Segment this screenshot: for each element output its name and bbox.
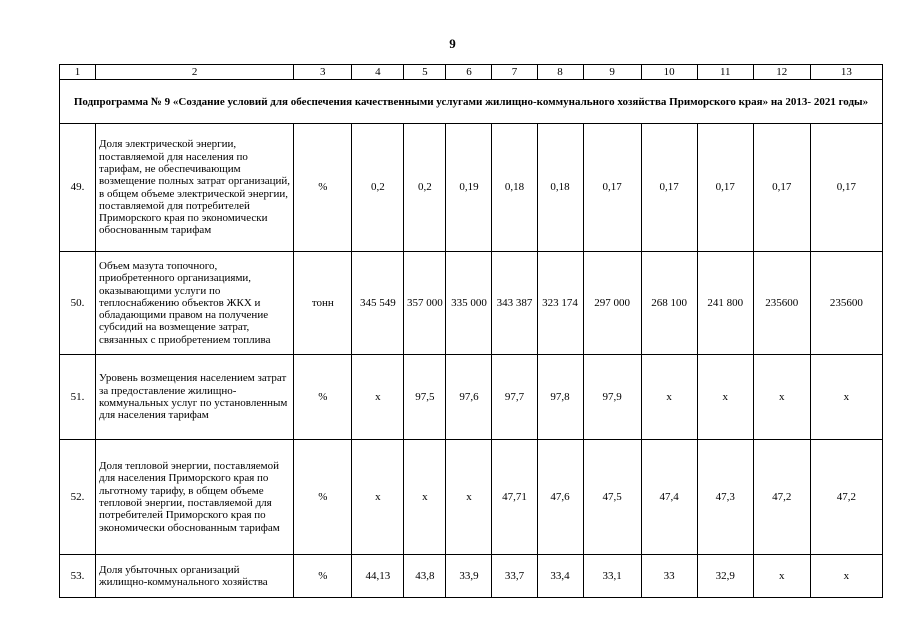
value-cell: 33	[641, 555, 697, 598]
value-cell: 97,5	[404, 355, 446, 440]
value-cell: 44,13	[352, 555, 404, 598]
value-cell: 297 000	[583, 252, 641, 355]
column-number-cell: 9	[583, 65, 641, 80]
value-cell: 335 000	[446, 252, 492, 355]
column-number-cell: 11	[697, 65, 753, 80]
table-row	[60, 555, 883, 598]
table-body	[60, 65, 883, 598]
row-number-cell: 52.	[60, 440, 96, 555]
indicator-name-cell: Доля электрической энергии, поставляемой для населения по тарифам, не обеспечивающим возмещение полных затрат организаций, в общем объеме электрической энергии, поставляемой для потребителей Приморского края по экономически обоснованным тарифам	[96, 124, 294, 252]
value-cell: х	[810, 555, 882, 598]
subprogram-row	[60, 80, 883, 124]
value-cell: х	[753, 355, 810, 440]
unit-cell: %	[294, 440, 352, 555]
value-cell: 345 549	[352, 252, 404, 355]
value-cell: 47,2	[810, 440, 882, 555]
subprogram-title: Подпрограмма № 9 «Создание условий для обеспечения качественными услугами жилищно-коммунального хозяйства Приморского края» на 2013- 2021 годы»	[60, 80, 883, 124]
value-cell: х	[697, 355, 753, 440]
value-cell: 0,18	[492, 124, 537, 252]
value-cell: 235600	[810, 252, 882, 355]
value-cell: х	[810, 355, 882, 440]
value-cell: 47,6	[537, 440, 583, 555]
value-cell: 0,2	[352, 124, 404, 252]
page-number: 9	[449, 36, 456, 51]
value-cell: 343 387	[492, 252, 537, 355]
value-cell: 33,1	[583, 555, 641, 598]
unit-cell: %	[294, 555, 352, 598]
value-cell: 0,17	[753, 124, 810, 252]
value-cell: 268 100	[641, 252, 697, 355]
value-cell: 33,7	[492, 555, 537, 598]
table-row	[60, 252, 883, 355]
value-cell: 47,71	[492, 440, 537, 555]
unit-cell: %	[294, 355, 352, 440]
column-number-cell: 5	[404, 65, 446, 80]
value-cell: 97,9	[583, 355, 641, 440]
value-cell: 47,4	[641, 440, 697, 555]
value-cell: х	[352, 440, 404, 555]
value-cell: 0,17	[810, 124, 882, 252]
value-cell: 235600	[753, 252, 810, 355]
indicator-name-cell: Объем мазута топочного, приобретенного организациями, оказывающими услуги по теплоснабжению объектов ЖКХ и обладающими правом на получение субсидий на возмещение затрат, связанных с приобретением топлива	[96, 252, 294, 355]
value-cell: 323 174	[537, 252, 583, 355]
value-cell: х	[641, 355, 697, 440]
value-cell: 97,8	[537, 355, 583, 440]
column-number-cell: 2	[96, 65, 294, 80]
column-number-cell: 4	[352, 65, 404, 80]
table-row	[60, 124, 883, 252]
indicator-name-cell: Уровень возмещения населением затрат за предоставление жилищно-коммунальных услуг по установленным для населения тарифам	[96, 355, 294, 440]
value-cell: 47,5	[583, 440, 641, 555]
column-number-cell: 6	[446, 65, 492, 80]
value-cell: 0,17	[641, 124, 697, 252]
column-number-cell: 13	[810, 65, 882, 80]
row-number-cell: 51.	[60, 355, 96, 440]
column-number-cell: 1	[60, 65, 96, 80]
value-cell: 97,6	[446, 355, 492, 440]
table-row	[60, 355, 883, 440]
value-cell: 33,9	[446, 555, 492, 598]
indicators-table	[59, 64, 883, 598]
value-cell: 33,4	[537, 555, 583, 598]
column-number-row	[60, 65, 883, 80]
value-cell: х	[753, 555, 810, 598]
value-cell: 0,17	[583, 124, 641, 252]
unit-cell: %	[294, 124, 352, 252]
column-number-cell: 3	[294, 65, 352, 80]
column-number-cell: 7	[492, 65, 537, 80]
row-number-cell: 50.	[60, 252, 96, 355]
value-cell: 357 000	[404, 252, 446, 355]
value-cell: 47,2	[753, 440, 810, 555]
indicator-name-cell: Доля тепловой энергии, поставляемой для населения Приморского края по льготному тарифу, в общем объеме тепловой энергии, поставляемой для потребителей Приморского края по экономически обоснованным тарифам	[96, 440, 294, 555]
value-cell: 241 800	[697, 252, 753, 355]
value-cell: х	[446, 440, 492, 555]
value-cell: 0,19	[446, 124, 492, 252]
value-cell: 0,2	[404, 124, 446, 252]
row-number-cell: 49.	[60, 124, 96, 252]
value-cell: х	[352, 355, 404, 440]
value-cell: 0,18	[537, 124, 583, 252]
column-number-cell: 10	[641, 65, 697, 80]
value-cell: х	[404, 440, 446, 555]
value-cell: 0,17	[697, 124, 753, 252]
column-number-cell: 12	[753, 65, 810, 80]
indicator-name-cell: Доля убыточных организаций жилищно-коммунального хозяйства	[96, 555, 294, 598]
value-cell: 97,7	[492, 355, 537, 440]
table-row	[60, 440, 883, 555]
unit-cell: тонн	[294, 252, 352, 355]
value-cell: 47,3	[697, 440, 753, 555]
column-number-cell: 8	[537, 65, 583, 80]
row-number-cell: 53.	[60, 555, 96, 598]
value-cell: 32,9	[697, 555, 753, 598]
value-cell: 43,8	[404, 555, 446, 598]
